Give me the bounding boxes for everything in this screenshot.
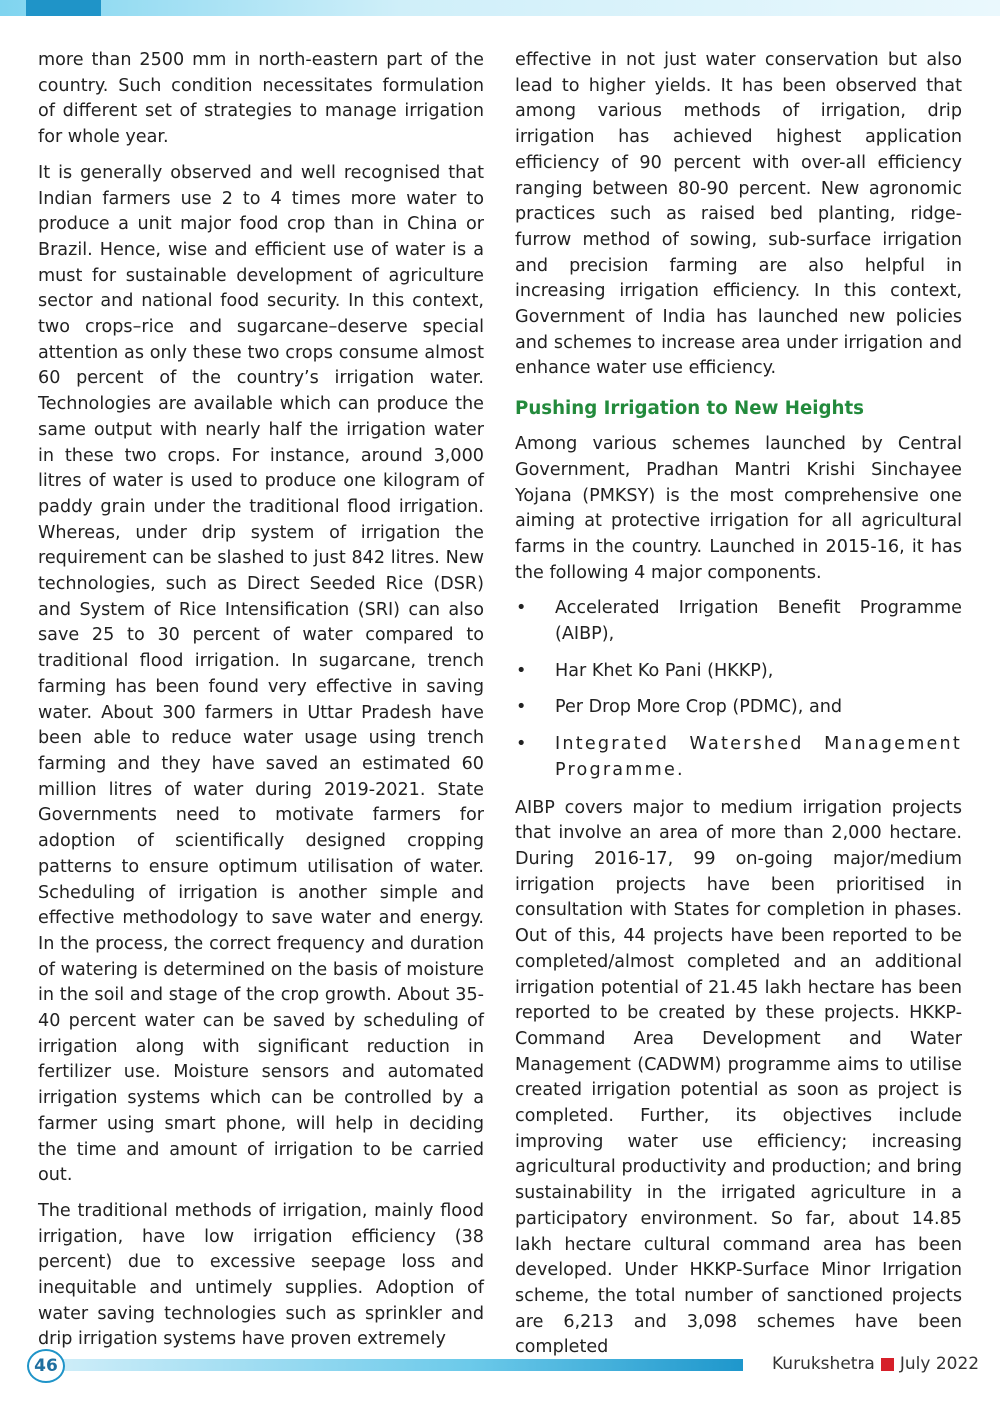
page-number-badge: 46	[27, 1349, 65, 1383]
body-paragraph: It is generally observed and well recognised that Indian farmers use 2 to 4 times more water to produce a unit major food crop than in China or Brazil. Hence, wise and efficient use of water is a must for sustainable development of agriculture sector and national food security. In this context, two crops–rice and sugarcane–deserve special attention as only these two crops consume almost 60 percent of the country’s irrigation water. Technologies are available which can produce the same output with nearly half the irrigation water in these two crops. For instance, around 3,000 litres of water is used to produce one kilogram of paddy grain under the traditional flood irrigation. Whereas, under drip system of irrigation the requirement can be slashed to just 842 litres. New technologies, such as Direct Seeded Rice (DSR) and System of Rice Intensification (SRI) can also save 25 to 30 percent of water compared to traditional flood irrigation. In sugarcane, trench farming has been found very effective in saving water. About 300 farmers in Uttar Pradesh have been able to reduce water usage using trench farming and they have saved an estimated 60 million litres of water during 2019-2021. State Governments need to motivate farmers for adoption of scientifically designed cropping patterns to ensure optimum utilisation of water. Scheduling of irrigation is another simple and effective methodology to save water and energy. In the process, the correct frequency and duration of watering is determined on the basis of moisture in the soil and stage of the crop growth. About 35-40 percent water can be saved by scheduling of irrigation along with significant reduction in fertilizer use. Moisture sensors and automated irrigation systems which can be controlled by a farmer using smart phone, will help in deciding the time and amount of irrigation to be carried out.	[38, 162, 484, 1186]
list-item	[515, 695, 962, 721]
masthead-issue: July 2022	[899, 1354, 980, 1374]
bullet-icon: •	[516, 660, 527, 681]
body-paragraph: AIBP covers major to medium irrigation projects that involve an area of more than 2,000 hectare. During 2016-17, 99 on-going major/medium irrigation projects have been prioritised in consultation with States for completion in phases. Out of this, 44 projects have been reported to be completed/almost completed and an additional irrigation potential of 21.45 lakh hectare has been reported to be created by these projects. HKKP-Command Area Development and Water Management (CADWM) programme aims to utilise created irrigation potential as soon as project is completed. Further, its objectives include improving water use efficiency; increasing agricultural productivity and production; and bring sustainability in the irrigated agriculture in a participatory environment. So far, about 14.85 lakh hectare cultural command area has been developed. Under HKKP-Surface Minor Irrigation scheme, the total number of sanctioned projects are 6,213 and 3,098 schemes have been completed	[515, 797, 962, 1358]
body-paragraph: Among various schemes launched by Central Government, Pradhan Mantri Krishi Sinchayee Yojana (PMKSY) is the most comprehensive one aiming at protective irrigation for all agricultural farms in the country. Launched in 2015-16, it has the following 4 major components.	[515, 434, 962, 583]
list-item-text: Integrated Watershed Management Programme.	[555, 734, 962, 780]
top-accent-block	[26, 0, 101, 16]
list-item-text: Har Khet Ko Pani (HKKP),	[555, 660, 774, 681]
list-item-text: Accelerated Irrigation Benefit Programme (AIBP),	[555, 598, 962, 645]
bullet-icon: •	[516, 598, 527, 619]
list-item-text: Per Drop More Crop (PDMC), and	[555, 697, 843, 718]
masthead-name: Kurukshetra	[772, 1354, 875, 1374]
masthead-square-icon	[881, 1358, 894, 1371]
body-paragraph: The traditional methods of irrigation, mainly flood irrigation, have low irrigation efficiency (38 percent) due to excessive seepage loss and inequitable and untimely supplies. Adoption of water saving technologies such as sprinkler and drip irrigation systems have proven extremely	[38, 1200, 484, 1350]
list-item	[515, 732, 962, 783]
right-column	[515, 48, 962, 1371]
body-paragraph: more than 2500 mm in north-eastern part of the country. Such condition necessitates formulation of different set of strategies to manage irrigation for whole year.	[38, 50, 484, 148]
list-item	[515, 596, 962, 647]
left-column	[38, 48, 484, 1363]
bullet-icon: •	[516, 697, 527, 718]
bullet-icon: •	[516, 734, 529, 755]
footer-decorative-bar	[55, 1359, 743, 1371]
list-item	[515, 659, 962, 685]
section-heading: Pushing Irrigation to New Heights	[515, 398, 865, 420]
component-list	[515, 596, 962, 783]
top-decorative-band	[0, 0, 1000, 16]
masthead	[772, 1350, 979, 1378]
body-paragraph: effective in not just water conservation but also lead to higher yields. It has been observed that among various methods of irrigation, drip irrigation has achieved highest application efficiency of 90 percent with over-all efficiency ranging between 80-90 percent. New agronomic practices such as raised bed planting, ridge-furrow method of sowing, sub-surface irrigation and precision farming are also helpful in increasing irrigation efficiency. In this context, Government of India has launched new policies and schemes to increase area under irrigation and enhance water use efficiency.	[515, 50, 962, 379]
